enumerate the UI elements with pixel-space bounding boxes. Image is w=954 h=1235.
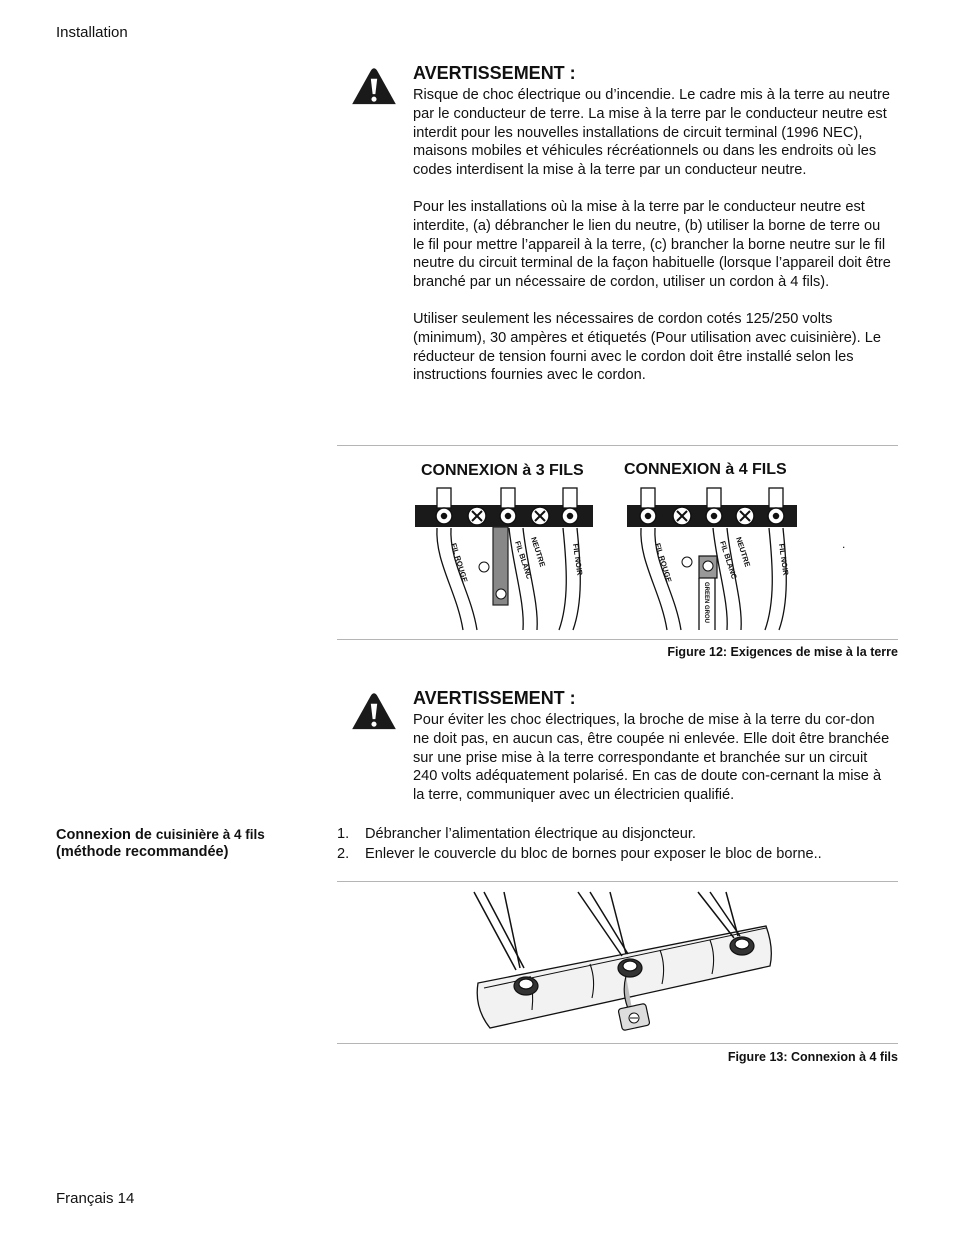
wire-label-red: FIL ROUGE [653,541,674,584]
step-number: 2. [337,846,350,862]
figure-13-caption: Figure 13: Connexion à 4 fils [727,1050,898,1064]
figure-title-4-wire: CONNEXION à 4 FILS [624,461,787,478]
wire-label-white: FIL BLANC [718,539,739,581]
wire-label-red: FIL ROUGE [449,541,470,584]
divider [337,639,898,640]
wire-label-neutral: NEUTRE [734,535,753,568]
divider [337,445,898,446]
step-text: Débrancher l’alimentation électrique au disjoncteur. [365,826,696,842]
step-text: Enlever le couvercle du bloc de bornes pour exposer le bloc de borne.. [365,846,822,862]
section-heading-small: cuisinière à 4 fils [155,827,265,842]
terminal-block-4-wire [627,488,797,630]
step-item [337,824,897,844]
section-heading-bold: Connexion de [56,827,156,843]
divider [337,1043,898,1044]
step-item [337,844,897,864]
warning-paragraph: Utiliser seulement les nécessaires de cordon cotés 125/250 volts (minimum), 30 ampères et étiquetés (Pour utilisation avec cuisinière). Le réducteur de tension fourni avec le cordon doit être installé selon les instructions fournies avec le cordon. [413,310,882,384]
warning-paragraph: Pour éviter les choc électriques, la broche de mise à la terre du cor-don ne doit pas, en aucun cas, être coupée ni enlevée. Elle doit être branchée sur une prise mise à la terre correspondante et branchée sur un circuit 240 volts adéquatement polarisé. En cas de doute con-cernant la mise à la terre, communiquer avec un électricien qualifié. [413,712,890,804]
wiring-diagram [337,452,898,636]
wire-label-black: FIL NOIR [777,543,791,576]
warning-icon [346,66,402,106]
steps-list [337,824,897,864]
wire-label-black: FIL NOIR [571,543,585,576]
warning-title: AVERTISSEMENT : [413,63,576,83]
warning-paragraph: Pour les installations où la mise à la terre par le conducteur neutre est interdite, (a) débrancher le lien du neutre, (b) utiliser la borne de terre ou le fil pour mettre l’appareil à la terre, (c) brancher la borne neutre sur le fil neutre du circuit terminal de la façon habituelle (lorsque l’appareil doit être branché par un nécessaire de cordon, utiliser un cordon à 4 fils). [413,198,891,291]
figure-13 [470,888,780,1036]
terminal-block-illustration [470,888,780,1036]
wire-label-white: FIL BLANC [513,539,534,581]
wire-label-ground: GREEN GROU [703,582,709,624]
section-header: Installation [56,24,128,41]
section-heading-line2: (méthode recommandée) [56,844,229,860]
figure-title-3-wire: CONNEXION à 3 FILS [421,462,584,479]
warning-icon [346,691,402,731]
stray-dot: . [842,537,846,551]
wire-label-neutral: NEUTRE [529,535,548,568]
warning-block-1 [346,62,898,432]
divider [337,881,898,882]
terminal-block-3-wire [415,488,593,630]
figure-12 [337,452,898,636]
step-number: 1. [337,826,350,842]
figure-12-caption: Figure 12: Exigences de mise à la terre [667,645,898,659]
warning-title: AVERTISSEMENT : [413,688,576,708]
warning-block-2 [346,687,898,807]
warning-paragraph: Risque de choc électrique ou d’incendie. Le cadre mis à la terre au neutre par le conducteur de terre. La mise à la terre par le conducteur neutre est interdit pour les nouvelles installations de circuit terminal (1996 NEC), maisons mobiles et véhicules récréationnels ou dans les endroits où les codes interdisent la mise à la terre par un conducteur neutre. [413,87,891,179]
page-footer: Français 14 [56,1190,135,1207]
section-heading [56,826,316,861]
